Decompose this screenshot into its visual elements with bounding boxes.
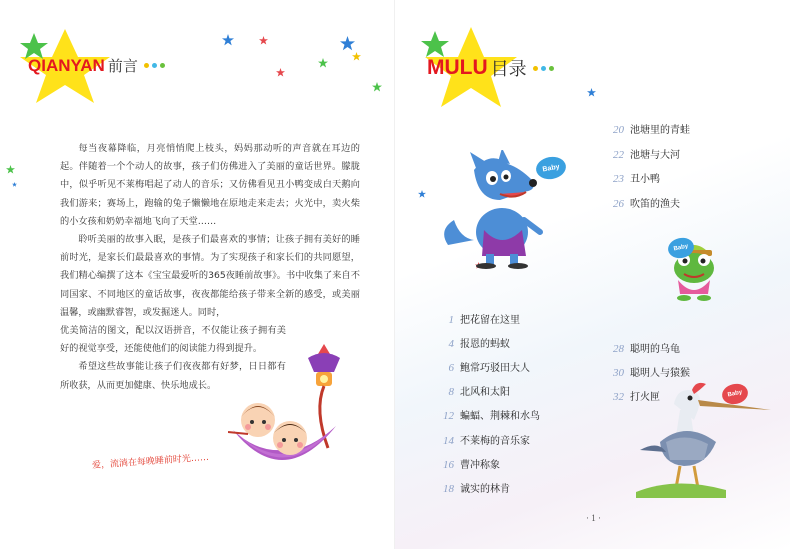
star-icon bbox=[340, 36, 355, 51]
toc-title: 不莱梅的音乐家 bbox=[460, 436, 530, 447]
toc-item[interactable] bbox=[600, 364, 690, 379]
toc-page-number: 16 bbox=[443, 459, 454, 471]
toc-item[interactable] bbox=[600, 340, 680, 355]
toc-item[interactable] bbox=[600, 170, 660, 185]
contents-heading bbox=[427, 55, 554, 81]
heading-dots bbox=[144, 63, 165, 68]
star-icon bbox=[6, 165, 15, 174]
preface-paragraph: 聆听美丽的故事入眠，是孩子们最喜欢的事情；让孩子拥有美好的睡前时光，是家长们最最喜欢的事情。为了实现孩子和家长们的共同愿望，我们精心编撰了这本《宝宝最爱听的365夜睡前故事》。书中收集了来自不同国家、不同地区的童话故事，夜夜都能给孩子带来全新的感受，或美丽温馨，或幽默睿智，或发掘迷人。同时， bbox=[60, 234, 360, 318]
heading-dots bbox=[533, 66, 554, 71]
contents-heading-cjk: 目录 bbox=[490, 59, 527, 80]
toc-title: 聪明人与猿猴 bbox=[630, 368, 690, 379]
toc-page-number: 30 bbox=[613, 367, 624, 379]
baby-bubble-label: Baby bbox=[727, 389, 743, 399]
toc-title: 打火匣 bbox=[630, 392, 660, 403]
toc-item[interactable] bbox=[430, 311, 520, 326]
preface-heading-latin: QIANYAN bbox=[28, 55, 105, 75]
toc-title: 池塘与大河 bbox=[630, 150, 680, 161]
toc-page-number: 26 bbox=[613, 198, 624, 210]
page-number-value: 1 bbox=[591, 513, 596, 523]
preface-paragraph: 优美简洁的图文，配以汉语拼音，不仅能让孩子拥有美好的视觉享受，还能使他们的阅读能力得到提升。 bbox=[60, 325, 286, 355]
toc-item[interactable] bbox=[600, 146, 680, 161]
toc-item[interactable] bbox=[430, 359, 530, 374]
toc-item[interactable] bbox=[430, 407, 540, 422]
toc-page-number: 4 bbox=[448, 338, 454, 350]
toc-title: 吹笛的渔夫 bbox=[630, 199, 680, 210]
star-icon bbox=[372, 82, 382, 92]
umbrella-icon bbox=[228, 392, 338, 482]
star-icon bbox=[418, 190, 426, 198]
toc-item[interactable] bbox=[600, 195, 680, 210]
contents-heading-latin: MULU bbox=[427, 56, 488, 79]
star-icon bbox=[318, 58, 328, 68]
toc-item[interactable] bbox=[430, 480, 510, 495]
toc-title: 聪明的乌龟 bbox=[630, 344, 680, 355]
toc-page-number: 20 bbox=[613, 124, 624, 136]
toc-title: 蝙蝠、荆棘和水鸟 bbox=[460, 411, 540, 422]
toc-title: 丑小鸭 bbox=[630, 174, 660, 185]
toc-page-number: 8 bbox=[448, 386, 454, 398]
toc-title: 报恩的蚂蚁 bbox=[460, 339, 510, 350]
baby-bubble-label: Baby bbox=[541, 163, 561, 173]
toc-item[interactable] bbox=[600, 388, 660, 403]
toc-page-number: 6 bbox=[448, 362, 454, 374]
toc-item[interactable] bbox=[430, 456, 500, 471]
toc-title: 池塘里的青蛙 bbox=[630, 125, 690, 136]
toc-page-number: 1 bbox=[448, 314, 454, 326]
toc-item[interactable] bbox=[600, 121, 690, 136]
star-icon bbox=[276, 68, 285, 77]
preface-paragraph: 希望这些故事能让孩子们夜夜都有好梦，日日都有所收获，从而更加健康、快乐地成长。 bbox=[60, 361, 286, 391]
star-icon bbox=[352, 52, 361, 61]
star-icon bbox=[222, 34, 234, 46]
toc-page-number: 22 bbox=[613, 149, 624, 161]
toc-page-number: 14 bbox=[443, 435, 454, 447]
toc-page-number: 28 bbox=[613, 343, 624, 355]
star-icon bbox=[587, 88, 596, 97]
toc-title: 曹冲称象 bbox=[460, 460, 500, 471]
toc-page-number: 23 bbox=[613, 173, 624, 185]
preface-heading bbox=[28, 55, 165, 76]
star-icon bbox=[12, 182, 17, 187]
preface-paragraph: 每当夜幕降临，月亮悄悄爬上枝头，妈妈那动听的声音就在耳边的起。伴随着一个个动人的故事，孩子们仿佛进入了美丽的童话世界。朦胧中，似乎听见不莱梅唱起了动人的音乐；又仿佛看见丑小鸭变成白天鹅向我们游来；赛场上，跑输的兔子懒懒地在原地走来走去；火光中，卖火柴的小女孩和奶奶幸福地飞向了天堂…… bbox=[60, 143, 360, 227]
toc-title: 把花留在这里 bbox=[460, 315, 520, 326]
toc-page-number: 32 bbox=[613, 391, 624, 403]
tagline: 爱，流淌在每晚睡前时光…… bbox=[91, 452, 210, 471]
toc-title: 诚实的林肯 bbox=[460, 484, 510, 495]
page-number: · 1 · bbox=[586, 513, 601, 523]
toc-title: 鲍常巧驳田大人 bbox=[460, 363, 530, 374]
baby-bubble-label: Baby bbox=[673, 243, 689, 253]
preface-heading-cjk: 前言 bbox=[107, 57, 138, 75]
toc-page-number: 12 bbox=[443, 410, 454, 422]
star-icon bbox=[259, 36, 268, 45]
toc-item[interactable] bbox=[430, 432, 530, 447]
toc-item[interactable] bbox=[430, 335, 510, 350]
toc-title: 北风和太阳 bbox=[460, 387, 510, 398]
toc-page-number: 18 bbox=[443, 483, 454, 495]
toc-item[interactable] bbox=[430, 383, 510, 398]
wolf-icon bbox=[440, 150, 555, 270]
